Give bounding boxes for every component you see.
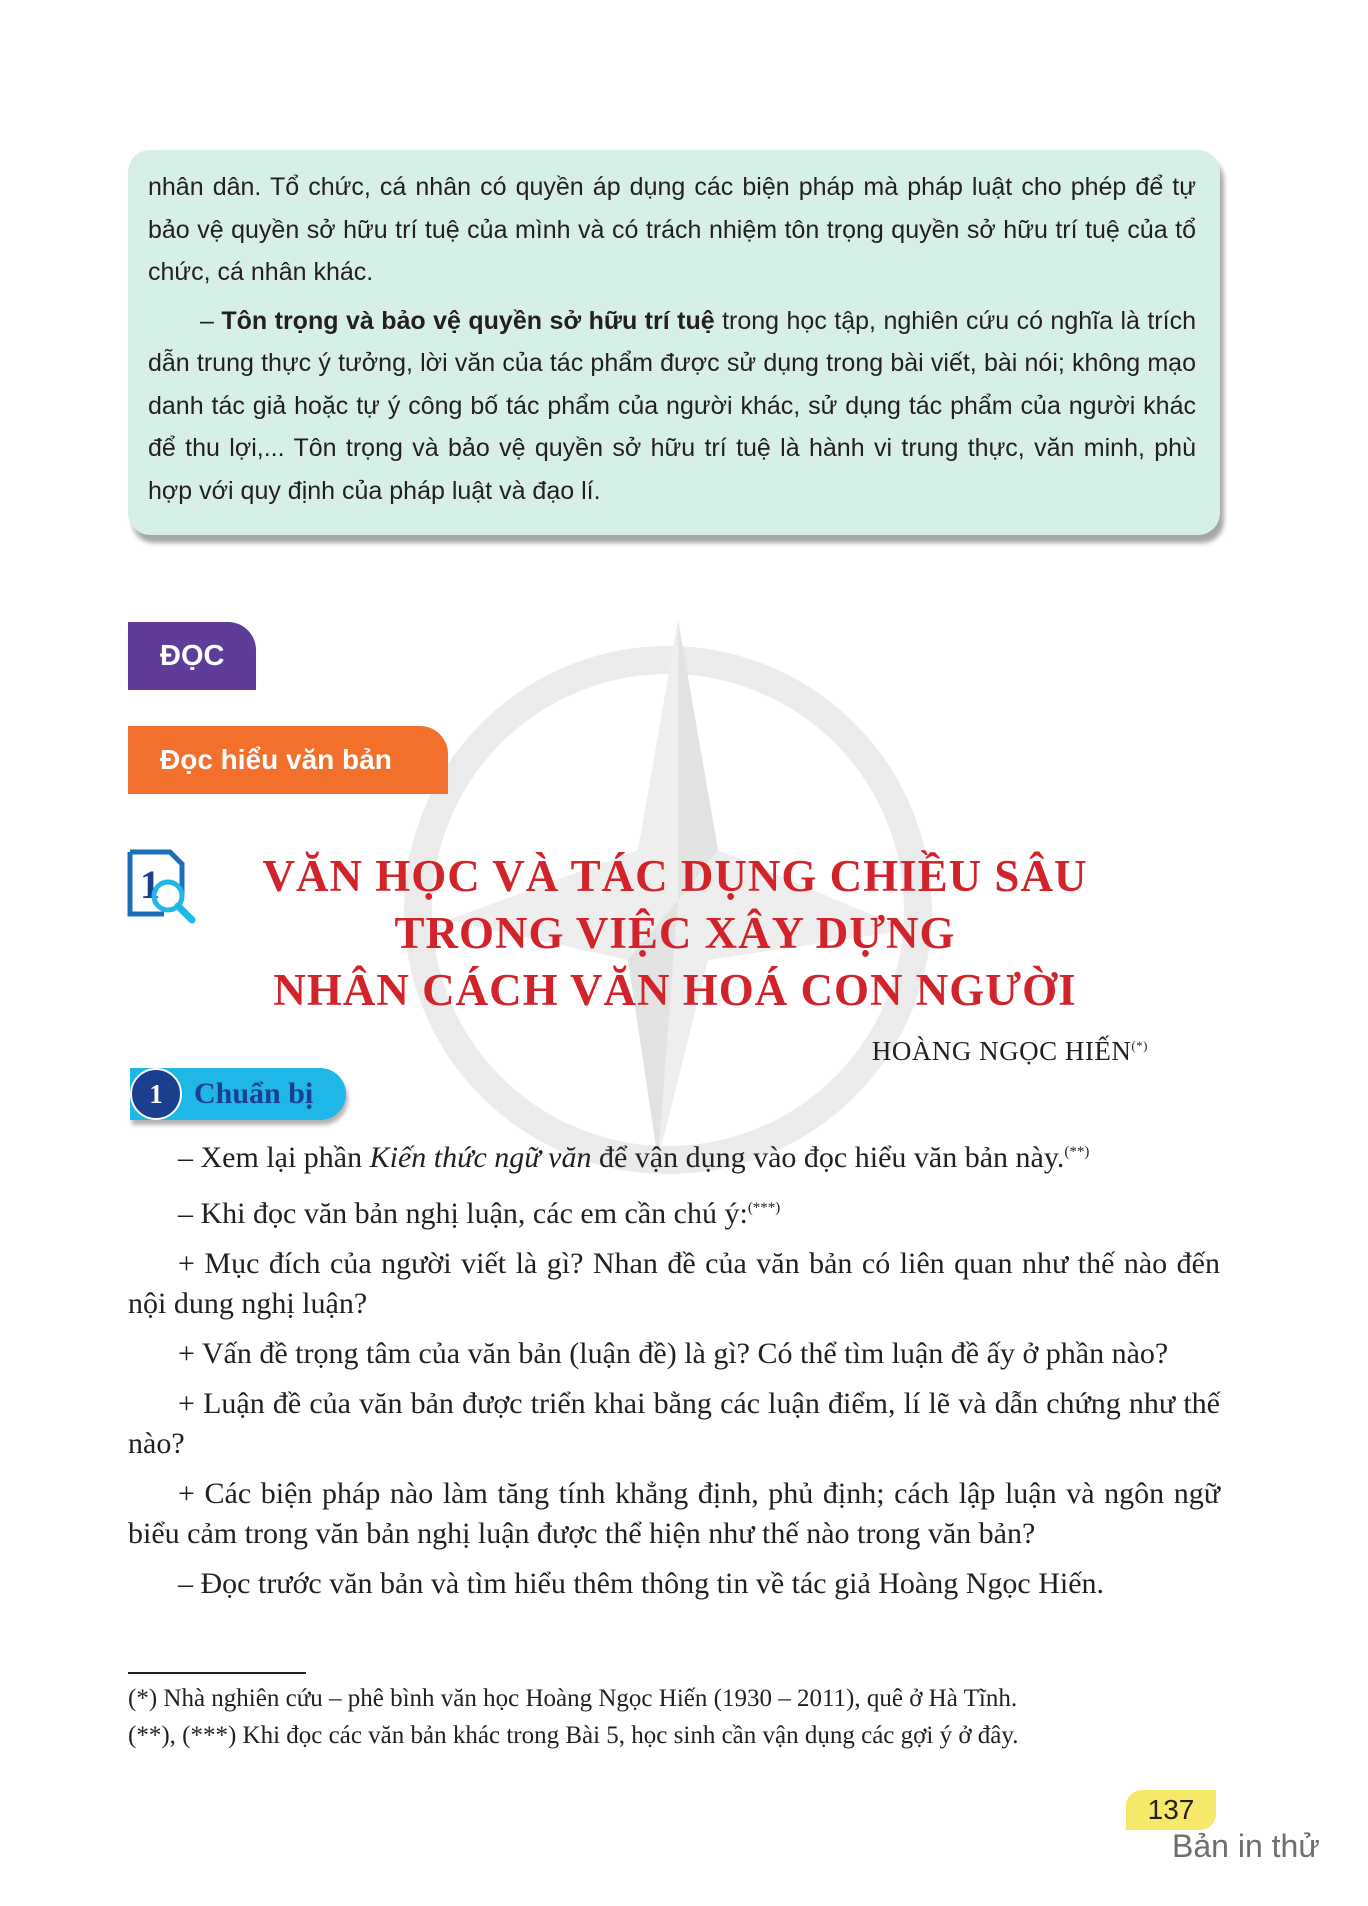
title-line-1: VĂN HỌC VÀ TÁC DỤNG CHIỀU SÂU <box>262 851 1088 901</box>
tab-read-comprehension-heading: Đọc hiểu văn bản <box>128 726 448 794</box>
tab-doc-heading: ĐỌC <box>128 622 256 690</box>
footnotes <box>128 1680 1228 1754</box>
body-paragraph: – Đọc trước văn bản và tìm hiểu thêm thông tin về tác giả Hoàng Ngọc Hiến. <box>178 1567 1105 1600</box>
author <box>872 1036 1148 1067</box>
body-paragraph: + Mục đích của người viết là gì? Nhan đề của văn bản có liên quan như thế nào đến nội dung nghị luận? <box>128 1247 1220 1320</box>
note-paragraph-2-lead: – <box>200 306 222 335</box>
note-paragraph-1: nhân dân. Tổ chức, cá nhân có quyền áp dụng các biện pháp mà pháp luật cho phép để tự bảo vệ quyền sở hữu trí tuệ của mình và có trách nhiệm tôn trọng quyền sở hữu trí tuệ của tổ chức, cá nhân khác. <box>148 173 1196 286</box>
body-paragraph: + Luận đề của văn bản được triển khai bằng các luận điểm, lí lẽ và dẫn chứng như thế nào? <box>128 1387 1220 1460</box>
author-footnote-mark: (*) <box>1131 1038 1148 1053</box>
section-title: Chuẩn bị <box>194 1077 314 1110</box>
body-paragraph: – Khi đọc văn bản nghị luận, các em cần chú ý:(***) <box>178 1197 781 1230</box>
draft-label: Bản in thử <box>1172 1828 1320 1864</box>
title-line-2: TRONG VIỆC XÂY DỰNG <box>394 908 956 958</box>
reading-text-icon <box>124 848 200 924</box>
note-paragraph-2-rest: trong học tập, nghiên cứu có nghĩa là trích dẫn trung thực ý tưởng, lời văn của tác phẩm được sử dụng trong bài viết, bài nói; không mạo danh tác giả hoặc tự ý công bố tác phẩm của người khác, sử dụng tác phẩm của người khác để thu lợi,... Tôn trọng và bảo vệ quyền sở hữu trí tuệ là hành vi trung thực, văn minh, phù hợp với quy định của pháp luật và đạo lí. <box>148 306 1196 505</box>
footnote-1: (*) Nhà nghiên cứu – phê bình văn học Hoàng Ngọc Hiến (1930 – 2011), quê ở Hà Tĩnh. <box>128 1685 1018 1712</box>
body-paragraph: + Các biện pháp nào làm tăng tính khẳng định, phủ định; cách lập luận và ngôn ngữ biểu cảm trong văn bản nghị luận được thể hiện như thế nào trong văn bản? <box>128 1477 1220 1550</box>
page-number: 137 <box>1126 1790 1216 1830</box>
knowledge-note-box <box>128 150 1220 535</box>
preparation-body <box>128 1132 1220 1614</box>
text-number: 1 <box>140 862 160 907</box>
note-paragraph-2-bold: Tôn trọng và bảo vệ quyền sở hữu trí tuệ <box>221 306 715 335</box>
title-line-3: NHÂN CÁCH VĂN HOÁ CON NGƯỜI <box>273 965 1077 1015</box>
text-title <box>220 848 1130 1019</box>
footnote-divider <box>128 1672 306 1674</box>
body-paragraph: – Xem lại phần Kiến thức ngữ văn để vận dụng vào đọc hiểu văn bản này.(**) <box>178 1141 1090 1174</box>
author-name: HOÀNG NGỌC HIẾN <box>871 1036 1132 1066</box>
note-paragraph-2 <box>148 300 1196 513</box>
section-number: 1 <box>130 1068 182 1120</box>
footnote-2: (**), (***) Khi đọc các văn bản khác trong Bài 5, học sinh cần vận dụng các gợi ý ở đây. <box>128 1722 1019 1749</box>
body-paragraph: + Vấn đề trọng tâm của văn bản (luận đề) là gì? Có thể tìm luận đề ấy ở phần nào? <box>178 1337 1169 1370</box>
